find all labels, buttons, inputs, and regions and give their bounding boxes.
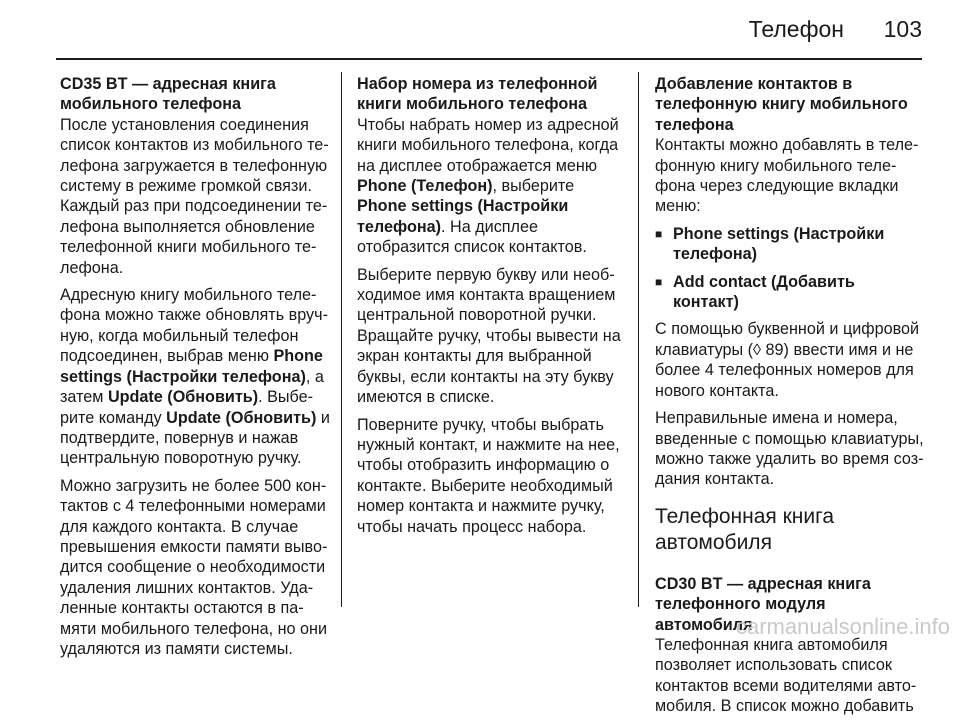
page-title: Телефон [748, 16, 844, 42]
bullet-square-icon: ■ [655, 226, 663, 241]
menu-reference: Phone settings (Настройки телефона) [357, 197, 569, 236]
watermark: carmanualsonline.info [735, 614, 950, 639]
paragraph: Неправильные имена и номера, введенные с помощью клавиатуры, можно также удалить во время создания контакта. [655, 409, 924, 489]
paragraph: Поверните ручку, чтобы выбрать нужный контакт, и нажмите на нее, чтобы отобразить информацию о контакте. Выберите необходимый номер контакта и нажмите ручку, чтобы начать процесс набора. [357, 415, 620, 536]
section-heading: Набор номера из телефонной книги мобильного телефона [357, 75, 598, 114]
column-left [60, 74, 330, 666]
paragraph: После установления соединения список контактов из мобильного телефона загружается в телефонную систему в режиме громкой связи. Каждый раз при подсоединении телефона выполняется обновление телефонной книги мобильного телефона. [60, 115, 329, 277]
section-heading: CD30 BT — адресная книга телефонного модуля автомобиля [655, 574, 871, 634]
column-divider-2 [638, 72, 639, 607]
header-divider [56, 58, 922, 60]
paragraph: Можно загрузить не более 500 контактов с 4 телефонными номерами для каждого контакта. В случае превышения емкости памяти выводится сообщение о необходимости удаления лишних контактов. Удаленные контакты остаются в памяти мобильного телефона, но они удаляются из памяти системы. [60, 476, 328, 658]
bullet-square-icon: ■ [655, 274, 663, 289]
section-heading: Добавление контактов в телефонную книгу мобильного телефона [655, 75, 908, 134]
paragraph: Выберите первую букву или необходимое имя контакта вращением центральной поворотной ручки. Вращайте ручку, чтобы вывести на экран контакты для выбранной буквы, если контакты на эту букву имеются в списке. [357, 265, 621, 407]
section-heading: CD35 BT — адресная книга мобильного телефона [60, 75, 276, 114]
column-middle [357, 74, 627, 544]
bullet-text: Phone settings (Настройки телефона) [673, 224, 885, 264]
column-divider-1 [341, 72, 342, 607]
paragraph: Чтобы набрать номер из адресной книги мобильного телефона, когда на дисплее отображается меню Phone (Телефон), выберите Phone settings (Настройки телефона). На дисплее отобразится список контактов. [357, 115, 619, 257]
bullet-item [655, 272, 925, 313]
menu-reference: Phone settings (Настройки телефона) [60, 347, 323, 386]
menu-reference: Update (Обновить) [166, 408, 317, 427]
paragraph: Телефонная книга автомобиля позволяет использовать список контактов всеми водителями автомобиля. В список можно добавить [655, 635, 917, 716]
paragraph: Адресную книгу мобильного телефона можно также обновлять вручную, когда мобильный телефон подсоединен, выбрав меню Phone settings (Настройки телефона), а затем Update (Обновить). Выберите команду Update (Обновить) и подтвердите, повернув и нажав центральную поворотную ручку. [60, 286, 330, 468]
arrow-reference-icon: ◊ [753, 340, 762, 359]
paragraph: С помощью буквенной и цифровой клавиатуры (◊ 89) ввести имя и не более 4 телефонных номеров для нового контакта. [655, 320, 920, 400]
page-number: 103 [883, 16, 922, 42]
paragraph: Контакты можно добавлять в телефонную книгу мобильного телефона через следующие вкладки меню: [655, 136, 919, 216]
menu-reference: Update (Обновить) [107, 388, 259, 407]
menu-reference: Phone (Телефон) [357, 177, 493, 196]
bullet-item [655, 224, 925, 265]
section-title: Телефонная книга автомобиля [655, 504, 834, 554]
bullet-text: Add contact (Добавить контакт) [673, 272, 855, 312]
